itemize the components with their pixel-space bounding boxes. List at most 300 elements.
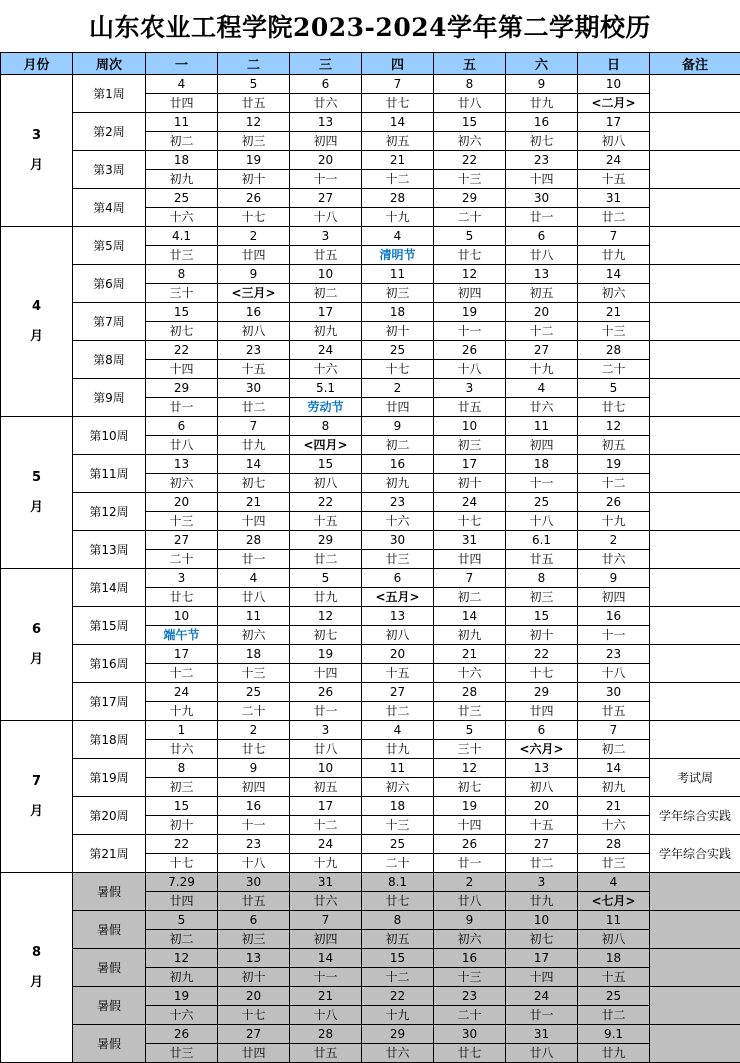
lunar-date: 初七 <box>290 626 361 644</box>
lunar-date: 初八 <box>506 778 577 796</box>
solar-date: 26 <box>434 341 505 360</box>
month-number: 7 <box>1 767 72 797</box>
day-cell <box>146 835 218 873</box>
solar-date: 30 <box>578 683 649 702</box>
lunar-date: 十六 <box>362 512 433 530</box>
solar-date: 9 <box>362 417 433 436</box>
note-cell: 学年综合实践 <box>650 835 740 873</box>
week-row <box>1 949 740 987</box>
lunar-date: 廿六 <box>290 892 361 910</box>
solar-date: 8 <box>434 75 505 94</box>
solar-date: 26 <box>290 683 361 702</box>
lunar-date: 廿六 <box>506 398 577 416</box>
lunar-date: 十四 <box>506 170 577 188</box>
month-unit: 月 <box>1 797 72 827</box>
day-cell <box>506 721 578 759</box>
solar-date: 23 <box>218 835 289 854</box>
day-cell <box>578 531 650 569</box>
solar-date: 13 <box>506 759 577 778</box>
day-cell <box>434 151 506 189</box>
lunar-date: 廿九 <box>290 588 361 606</box>
solar-date: 31 <box>290 873 361 892</box>
note-cell <box>650 721 740 759</box>
lunar-date: 十四 <box>434 816 505 834</box>
lunar-date: 廿一 <box>434 854 505 872</box>
solar-date: 26 <box>146 1025 217 1044</box>
lunar-date: 初十 <box>506 626 577 644</box>
day-cell <box>290 113 362 151</box>
lunar-date: 十九 <box>506 360 577 378</box>
lunar-date: 廿四 <box>146 94 217 112</box>
week-row <box>1 531 740 569</box>
solar-date: 29 <box>146 379 217 398</box>
day-cell <box>362 113 434 151</box>
note-cell <box>650 607 740 645</box>
day-cell <box>434 987 506 1025</box>
day-cell <box>506 1025 578 1063</box>
day-cell <box>434 835 506 873</box>
solar-date: 21 <box>578 303 649 322</box>
day-cell <box>362 721 434 759</box>
solar-date: 13 <box>290 113 361 132</box>
solar-date: 24 <box>290 341 361 360</box>
solar-date: 16 <box>578 607 649 626</box>
day-cell <box>362 987 434 1025</box>
day-cell <box>362 569 434 607</box>
day-cell <box>290 227 362 265</box>
lunar-date: 廿一 <box>218 550 289 568</box>
lunar-date: 初九 <box>146 170 217 188</box>
solar-date: 15 <box>434 113 505 132</box>
lunar-date: 初二 <box>146 930 217 948</box>
solar-date: 3 <box>146 569 217 588</box>
lunar-date: 廿九 <box>218 436 289 454</box>
lunar-date: 廿一 <box>506 1006 577 1024</box>
lunar-date: 初十 <box>146 816 217 834</box>
week-row <box>1 227 740 265</box>
solar-date: 28 <box>578 835 649 854</box>
lunar-date: 初九 <box>146 968 217 986</box>
solar-date: 19 <box>434 303 505 322</box>
lunar-date: 廿七 <box>218 740 289 758</box>
day-cell <box>290 379 362 417</box>
lunar-date: 廿九 <box>506 94 577 112</box>
lunar-month-label: <五月> <box>362 588 433 606</box>
solar-date: 3 <box>290 227 361 246</box>
lunar-date: 初八 <box>578 132 649 150</box>
lunar-date: 廿八 <box>434 94 505 112</box>
week-row <box>1 75 740 113</box>
day-cell <box>290 607 362 645</box>
solar-date: 19 <box>578 455 649 474</box>
day-cell <box>362 949 434 987</box>
day-cell <box>506 911 578 949</box>
solar-date: 6 <box>146 417 217 436</box>
week-row <box>1 569 740 607</box>
lunar-date: 廿二 <box>362 702 433 720</box>
day-cell <box>434 303 506 341</box>
day-cell <box>506 873 578 911</box>
lunar-date: 十九 <box>146 702 217 720</box>
day-cell <box>290 189 362 227</box>
day-cell <box>578 265 650 303</box>
day-cell <box>146 379 218 417</box>
solar-date: 25 <box>218 683 289 702</box>
day-cell <box>146 683 218 721</box>
week-row <box>1 189 740 227</box>
lunar-date: 二十 <box>218 702 289 720</box>
solar-date: 26 <box>578 493 649 512</box>
day-cell <box>362 645 434 683</box>
lunar-date: 初三 <box>506 588 577 606</box>
week-label: 第4周 <box>73 189 146 227</box>
day-cell <box>290 417 362 455</box>
lunar-date: 廿二 <box>290 550 361 568</box>
day-cell <box>362 607 434 645</box>
day-cell <box>218 151 290 189</box>
solar-date: 4.1 <box>146 227 217 246</box>
day-cell <box>362 1025 434 1063</box>
lunar-date: 初五 <box>290 778 361 796</box>
week-label: 暑假 <box>73 949 146 987</box>
lunar-date: 十八 <box>506 512 577 530</box>
day-cell <box>146 721 218 759</box>
header-note: 备注 <box>650 53 740 75</box>
solar-date: 19 <box>146 987 217 1006</box>
solar-date: 7 <box>578 227 649 246</box>
solar-date: 7 <box>218 417 289 436</box>
lunar-date: 十五 <box>506 816 577 834</box>
lunar-date: 初八 <box>578 930 649 948</box>
day-cell <box>362 911 434 949</box>
day-cell <box>290 721 362 759</box>
header-week: 周次 <box>73 53 146 75</box>
solar-date: 25 <box>362 835 433 854</box>
solar-date: 11 <box>362 759 433 778</box>
day-cell <box>362 835 434 873</box>
solar-date: 8 <box>146 759 217 778</box>
solar-date: 20 <box>146 493 217 512</box>
day-cell <box>506 151 578 189</box>
solar-date: 12 <box>218 113 289 132</box>
day-cell <box>218 645 290 683</box>
day-cell <box>218 835 290 873</box>
week-row <box>1 455 740 493</box>
day-cell <box>434 379 506 417</box>
day-cell <box>434 493 506 531</box>
solar-date: 7 <box>434 569 505 588</box>
lunar-date: 十二 <box>146 664 217 682</box>
lunar-date: 初四 <box>578 588 649 606</box>
day-cell <box>362 341 434 379</box>
day-cell <box>146 531 218 569</box>
lunar-date: 二十 <box>578 360 649 378</box>
day-cell <box>290 911 362 949</box>
week-row <box>1 873 740 911</box>
solar-date: 30 <box>218 873 289 892</box>
lunar-date: 初五 <box>578 436 649 454</box>
lunar-date: 十二 <box>506 322 577 340</box>
week-label: 暑假 <box>73 987 146 1025</box>
solar-date: 11 <box>362 265 433 284</box>
solar-date: 4 <box>506 379 577 398</box>
day-cell <box>362 759 434 797</box>
note-cell <box>650 911 740 949</box>
week-label: 第11周 <box>73 455 146 493</box>
solar-date: 24 <box>578 151 649 170</box>
day-cell <box>218 797 290 835</box>
solar-date: 10 <box>578 75 649 94</box>
day-cell <box>218 455 290 493</box>
solar-date: 3 <box>434 379 505 398</box>
day-cell <box>146 645 218 683</box>
holiday-label: 端午节 <box>146 626 217 644</box>
solar-date: 5 <box>218 75 289 94</box>
lunar-date: 初五 <box>362 930 433 948</box>
solar-date: 16 <box>218 303 289 322</box>
day-cell <box>434 721 506 759</box>
solar-date: 7 <box>578 721 649 740</box>
lunar-date: 十五 <box>578 968 649 986</box>
week-label: 第3周 <box>73 151 146 189</box>
lunar-date: 廿五 <box>290 246 361 264</box>
day-cell <box>218 1025 290 1063</box>
solar-date: 20 <box>290 151 361 170</box>
solar-date: 4 <box>218 569 289 588</box>
lunar-date: 廿八 <box>434 892 505 910</box>
note-cell <box>650 455 740 493</box>
solar-date: 13 <box>362 607 433 626</box>
day-cell <box>362 873 434 911</box>
week-row <box>1 721 740 759</box>
day-cell <box>578 911 650 949</box>
solar-date: 5 <box>578 379 649 398</box>
lunar-date: 廿五 <box>218 892 289 910</box>
solar-date: 5 <box>434 227 505 246</box>
day-cell <box>146 759 218 797</box>
week-label: 第7周 <box>73 303 146 341</box>
lunar-date: 十二 <box>362 170 433 188</box>
day-cell <box>146 455 218 493</box>
day-cell <box>146 1025 218 1063</box>
lunar-date: 初二 <box>362 436 433 454</box>
month-number: 8 <box>1 938 72 968</box>
day-cell <box>506 417 578 455</box>
note-cell <box>650 227 740 265</box>
day-cell <box>434 417 506 455</box>
solar-date: 26 <box>434 835 505 854</box>
solar-date: 20 <box>218 987 289 1006</box>
day-cell <box>506 835 578 873</box>
lunar-date: 廿一 <box>506 208 577 226</box>
solar-date: 2 <box>218 721 289 740</box>
lunar-date: 初九 <box>434 626 505 644</box>
solar-date: 9 <box>218 265 289 284</box>
month-number: 5 <box>1 463 72 493</box>
solar-date: 20 <box>506 797 577 816</box>
solar-date: 23 <box>578 645 649 664</box>
lunar-date: 十七 <box>218 1006 289 1024</box>
lunar-date: 十一 <box>578 626 649 644</box>
solar-date: 6 <box>218 911 289 930</box>
solar-date: 30 <box>218 379 289 398</box>
day-cell <box>362 75 434 113</box>
day-cell <box>578 341 650 379</box>
day-cell <box>218 569 290 607</box>
day-cell <box>146 873 218 911</box>
month-unit: 月 <box>1 151 72 181</box>
lunar-date: 廿二 <box>578 1006 649 1024</box>
solar-date: 19 <box>434 797 505 816</box>
solar-date: 24 <box>506 987 577 1006</box>
solar-date: 10 <box>506 911 577 930</box>
lunar-date: 初四 <box>290 930 361 948</box>
solar-date: 22 <box>434 151 505 170</box>
day-cell <box>506 493 578 531</box>
day-cell <box>290 683 362 721</box>
week-row <box>1 151 740 189</box>
day-cell <box>578 683 650 721</box>
day-cell <box>434 455 506 493</box>
solar-date: 16 <box>434 949 505 968</box>
day-cell <box>362 797 434 835</box>
day-cell <box>146 493 218 531</box>
day-cell <box>218 949 290 987</box>
header-month: 月份 <box>1 53 73 75</box>
solar-date: 4 <box>578 873 649 892</box>
day-cell <box>362 189 434 227</box>
day-cell <box>434 189 506 227</box>
day-cell <box>506 645 578 683</box>
lunar-date: 十七 <box>362 360 433 378</box>
week-label: 第18周 <box>73 721 146 759</box>
solar-date: 10 <box>290 265 361 284</box>
day-cell <box>146 227 218 265</box>
day-cell <box>218 113 290 151</box>
lunar-date: 十二 <box>578 474 649 492</box>
lunar-date: 初六 <box>434 132 505 150</box>
solar-date: 15 <box>146 303 217 322</box>
day-cell <box>146 987 218 1025</box>
day-cell <box>506 531 578 569</box>
lunar-date: 十七 <box>218 208 289 226</box>
lunar-date: 十九 <box>362 208 433 226</box>
solar-date: 20 <box>362 645 433 664</box>
lunar-date: 十三 <box>434 968 505 986</box>
day-cell <box>290 835 362 873</box>
week-label: 暑假 <box>73 873 146 911</box>
day-cell <box>362 417 434 455</box>
day-cell <box>290 75 362 113</box>
week-label: 第21周 <box>73 835 146 873</box>
day-cell <box>362 303 434 341</box>
lunar-date: 廿三 <box>578 854 649 872</box>
lunar-date: 十八 <box>434 360 505 378</box>
week-label: 第19周 <box>73 759 146 797</box>
week-label: 第20周 <box>73 797 146 835</box>
lunar-date: 廿七 <box>362 94 433 112</box>
day-cell <box>218 75 290 113</box>
lunar-date: 十四 <box>146 360 217 378</box>
day-cell <box>218 189 290 227</box>
lunar-date: 初六 <box>362 778 433 796</box>
solar-date: 6.1 <box>506 531 577 550</box>
solar-date: 18 <box>146 151 217 170</box>
day-cell <box>506 265 578 303</box>
header-day-sat: 六 <box>506 53 578 75</box>
lunar-date: 十四 <box>290 664 361 682</box>
lunar-date: 初三 <box>434 436 505 454</box>
week-label: 暑假 <box>73 1025 146 1063</box>
solar-date: 15 <box>146 797 217 816</box>
header-day-mon: 一 <box>146 53 218 75</box>
solar-date: 28 <box>362 189 433 208</box>
solar-date: 30 <box>362 531 433 550</box>
day-cell <box>506 987 578 1025</box>
day-cell <box>146 341 218 379</box>
day-cell <box>434 75 506 113</box>
lunar-date: 廿六 <box>362 1044 433 1062</box>
month-unit: 月 <box>1 968 72 998</box>
lunar-date: 初二 <box>434 588 505 606</box>
week-label: 第15周 <box>73 607 146 645</box>
solar-date: 4 <box>362 227 433 246</box>
day-cell <box>434 911 506 949</box>
solar-date: 27 <box>146 531 217 550</box>
solar-date: 17 <box>434 455 505 474</box>
note-cell: 考试周 <box>650 759 740 797</box>
solar-date: 12 <box>434 265 505 284</box>
note-cell <box>650 379 740 417</box>
lunar-date: 初三 <box>218 132 289 150</box>
lunar-month-label: <二月> <box>578 94 649 112</box>
header-day-tue: 二 <box>218 53 290 75</box>
note-cell <box>650 683 740 721</box>
lunar-date: 十三 <box>218 664 289 682</box>
day-cell <box>578 1025 650 1063</box>
day-cell <box>434 227 506 265</box>
lunar-date: 廿二 <box>578 208 649 226</box>
lunar-date: 三十 <box>146 284 217 302</box>
lunar-date: 十七 <box>434 512 505 530</box>
month-cell <box>1 75 73 227</box>
solar-date: 4 <box>362 721 433 740</box>
week-row <box>1 493 740 531</box>
day-cell <box>218 607 290 645</box>
day-cell <box>434 607 506 645</box>
lunar-date: 十五 <box>362 664 433 682</box>
solar-date: 5.1 <box>290 379 361 398</box>
day-cell <box>218 303 290 341</box>
lunar-date: 十一 <box>290 968 361 986</box>
solar-date: 22 <box>290 493 361 512</box>
week-row <box>1 987 740 1025</box>
day-cell <box>434 645 506 683</box>
solar-date: 27 <box>290 189 361 208</box>
solar-date: 15 <box>362 949 433 968</box>
day-cell <box>578 607 650 645</box>
day-cell <box>290 341 362 379</box>
holiday-label: 清明节 <box>362 246 433 264</box>
day-cell <box>362 379 434 417</box>
day-cell <box>578 493 650 531</box>
solar-date: 30 <box>506 189 577 208</box>
solar-date: 25 <box>146 189 217 208</box>
lunar-date: 初九 <box>578 778 649 796</box>
solar-date: 3 <box>290 721 361 740</box>
lunar-date: 初九 <box>290 322 361 340</box>
solar-date: 13 <box>506 265 577 284</box>
